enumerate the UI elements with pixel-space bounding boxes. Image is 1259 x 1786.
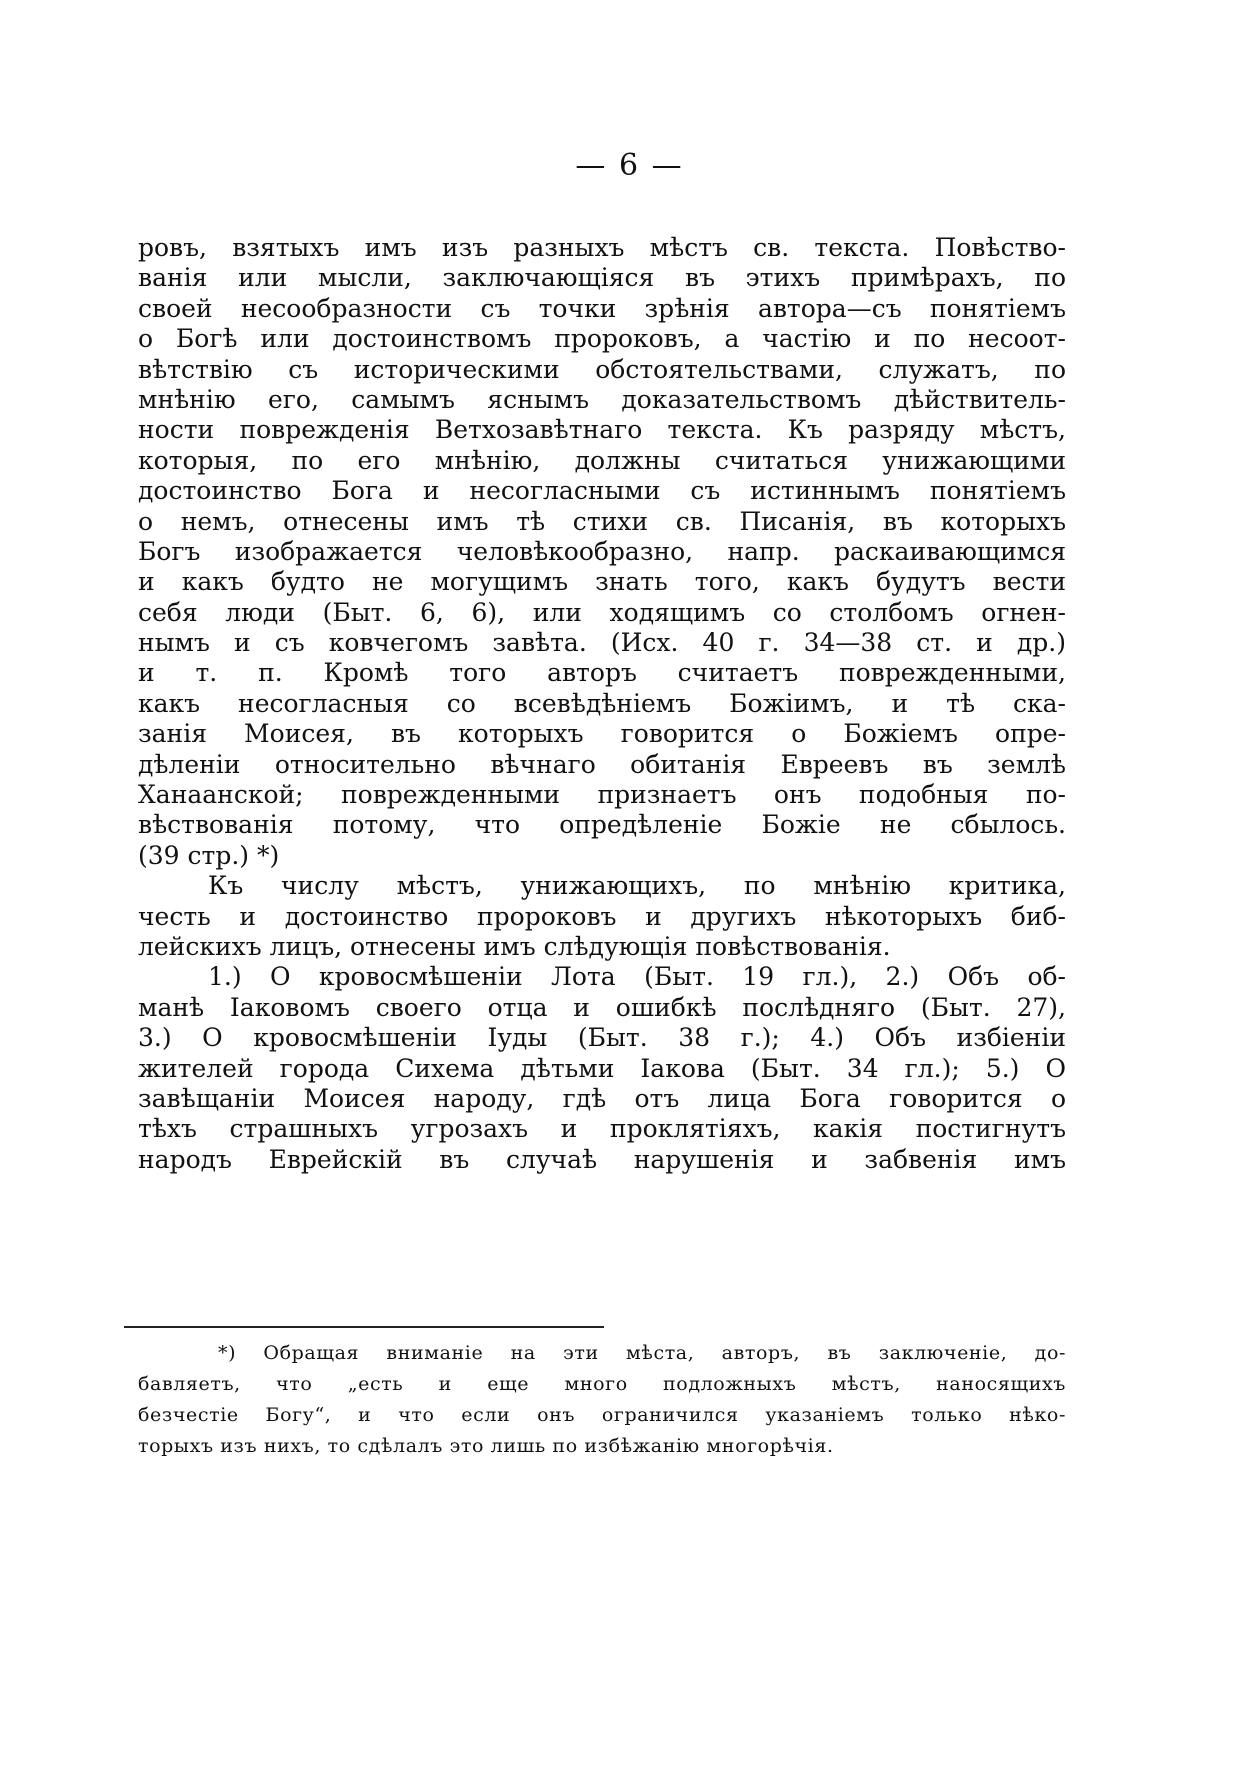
footnote-divider bbox=[124, 1326, 604, 1328]
text-line: Къ числу мѣстъ, унижающихъ, по мнѣнію критика, bbox=[208, 871, 1066, 901]
text-line: дѣленіи относительно вѣчнаго обитанія Евреевъ въ землѣ bbox=[138, 749, 1066, 779]
text-line: нымъ и съ ковчегомъ завѣта. (Исх. 40 г. 34—38 ст. и др.) bbox=[138, 628, 1066, 658]
text-line: народъ Еврейскій въ случаѣ нарушенія и забвенія имъ bbox=[138, 1144, 1066, 1174]
text-line: 1.) О кровосмѣшеніи Лота (Быт. 19 гл.), 2.) Объ об- bbox=[208, 962, 1066, 992]
text-line: вѣтствію съ историческими обстоятельствами, служатъ, по bbox=[138, 354, 1066, 384]
footnote-line: *) Обращая вниманіе на эти мѣста, авторъ, въ заключеніе, до- bbox=[218, 1342, 1066, 1364]
text-line: мнѣнію его, самымъ яснымъ доказательствомъ дѣйствитель- bbox=[138, 384, 1066, 414]
text-line: жителей города Сихема дѣтьми Іакова (Быт. 34 гл.); 5.) О bbox=[138, 1053, 1066, 1083]
text-line: достоинство Бога и несогласными съ истиннымъ понятіемъ bbox=[138, 476, 1066, 506]
text-line: честь и достоинство пророковъ и другихъ нѣкоторыхъ биб- bbox=[138, 901, 1066, 931]
text-line: ровъ, взятыхъ имъ изъ разныхъ мѣстъ св. текста. Повѣство- bbox=[138, 233, 1066, 262]
page-number: — 6 — bbox=[575, 148, 684, 183]
text-line: о немъ, отнесены имъ тѣ стихи св. Писанія, въ которыхъ bbox=[138, 506, 1066, 536]
text-line: ванія или мысли, заключающіяся въ этихъ примѣрахъ, по bbox=[138, 263, 1066, 293]
text-line: завѣщаніи Моисея народу, гдѣ отъ лица Бога говорится о bbox=[138, 1083, 1066, 1113]
text-line: манѣ Іаковомъ своего отца и ошибкѣ послѣдняго (Быт. 27), bbox=[138, 992, 1066, 1022]
text-line: занія Моисея, въ которыхъ говорится о Божіемъ опре- bbox=[138, 719, 1066, 749]
text-line: которыя, по его мнѣнію, должны считаться унижающими bbox=[138, 445, 1066, 475]
footnote-line: бавляетъ, что „есть и еще много подложныхъ мѣстъ, наносящихъ bbox=[138, 1373, 1066, 1395]
text-line: тѣхъ страшныхъ угрозахъ и проклятіяхъ, какія постигнутъ bbox=[138, 1114, 1066, 1144]
text-line: (39 стр.) *) bbox=[138, 840, 280, 870]
footnote-line: торыхъ изъ нихъ, то сдѣлалъ это лишь по избѣжанію многорѣчія. bbox=[138, 1435, 834, 1457]
text-line: лейскихъ лицъ, отнесены имъ слѣдующія повѣствованія. bbox=[138, 931, 891, 961]
text-line: и т. п. Кромѣ того авторъ считаетъ поврежденными, bbox=[138, 658, 1066, 688]
text-line: и какъ будто не могущимъ знать того, какъ будутъ вести bbox=[138, 567, 1066, 597]
text-line: вѣствованія потому, что опредѣленіе Божіе не сбылось. bbox=[138, 810, 1066, 840]
text-line: Ханаанской; поврежденными признаетъ онъ подобныя по- bbox=[138, 780, 1066, 810]
text-line: какъ несогласныя со всевѣдѣніемъ Божіимъ, и тѣ ска- bbox=[138, 688, 1066, 718]
text-line: своей несообразности съ точки зрѣнія автора—съ понятіемъ bbox=[138, 293, 1066, 323]
footnote-line: безчестіе Богу“, и что если онъ ограничился указаніемъ только нѣко- bbox=[138, 1404, 1066, 1426]
text-line: себя люди (Быт. 6, 6), или ходящимъ со столбомъ огнен- bbox=[138, 597, 1066, 627]
text-line: о Богѣ или достоинствомъ пророковъ, а частію и по несоот- bbox=[138, 324, 1066, 354]
text-line: 3.) О кровосмѣшеніи Іуды (Быт. 38 г.); 4.) Объ избіеніи bbox=[138, 1023, 1066, 1053]
text-line: ности поврежденія Ветхозавѣтнаго текста. Къ разряду мѣстъ, bbox=[138, 415, 1066, 445]
main-text bbox=[138, 233, 1066, 1175]
footnote bbox=[138, 1338, 1066, 1462]
text-line: Богъ изображается человѣкообразно, напр. раскаивающимся bbox=[138, 536, 1066, 566]
